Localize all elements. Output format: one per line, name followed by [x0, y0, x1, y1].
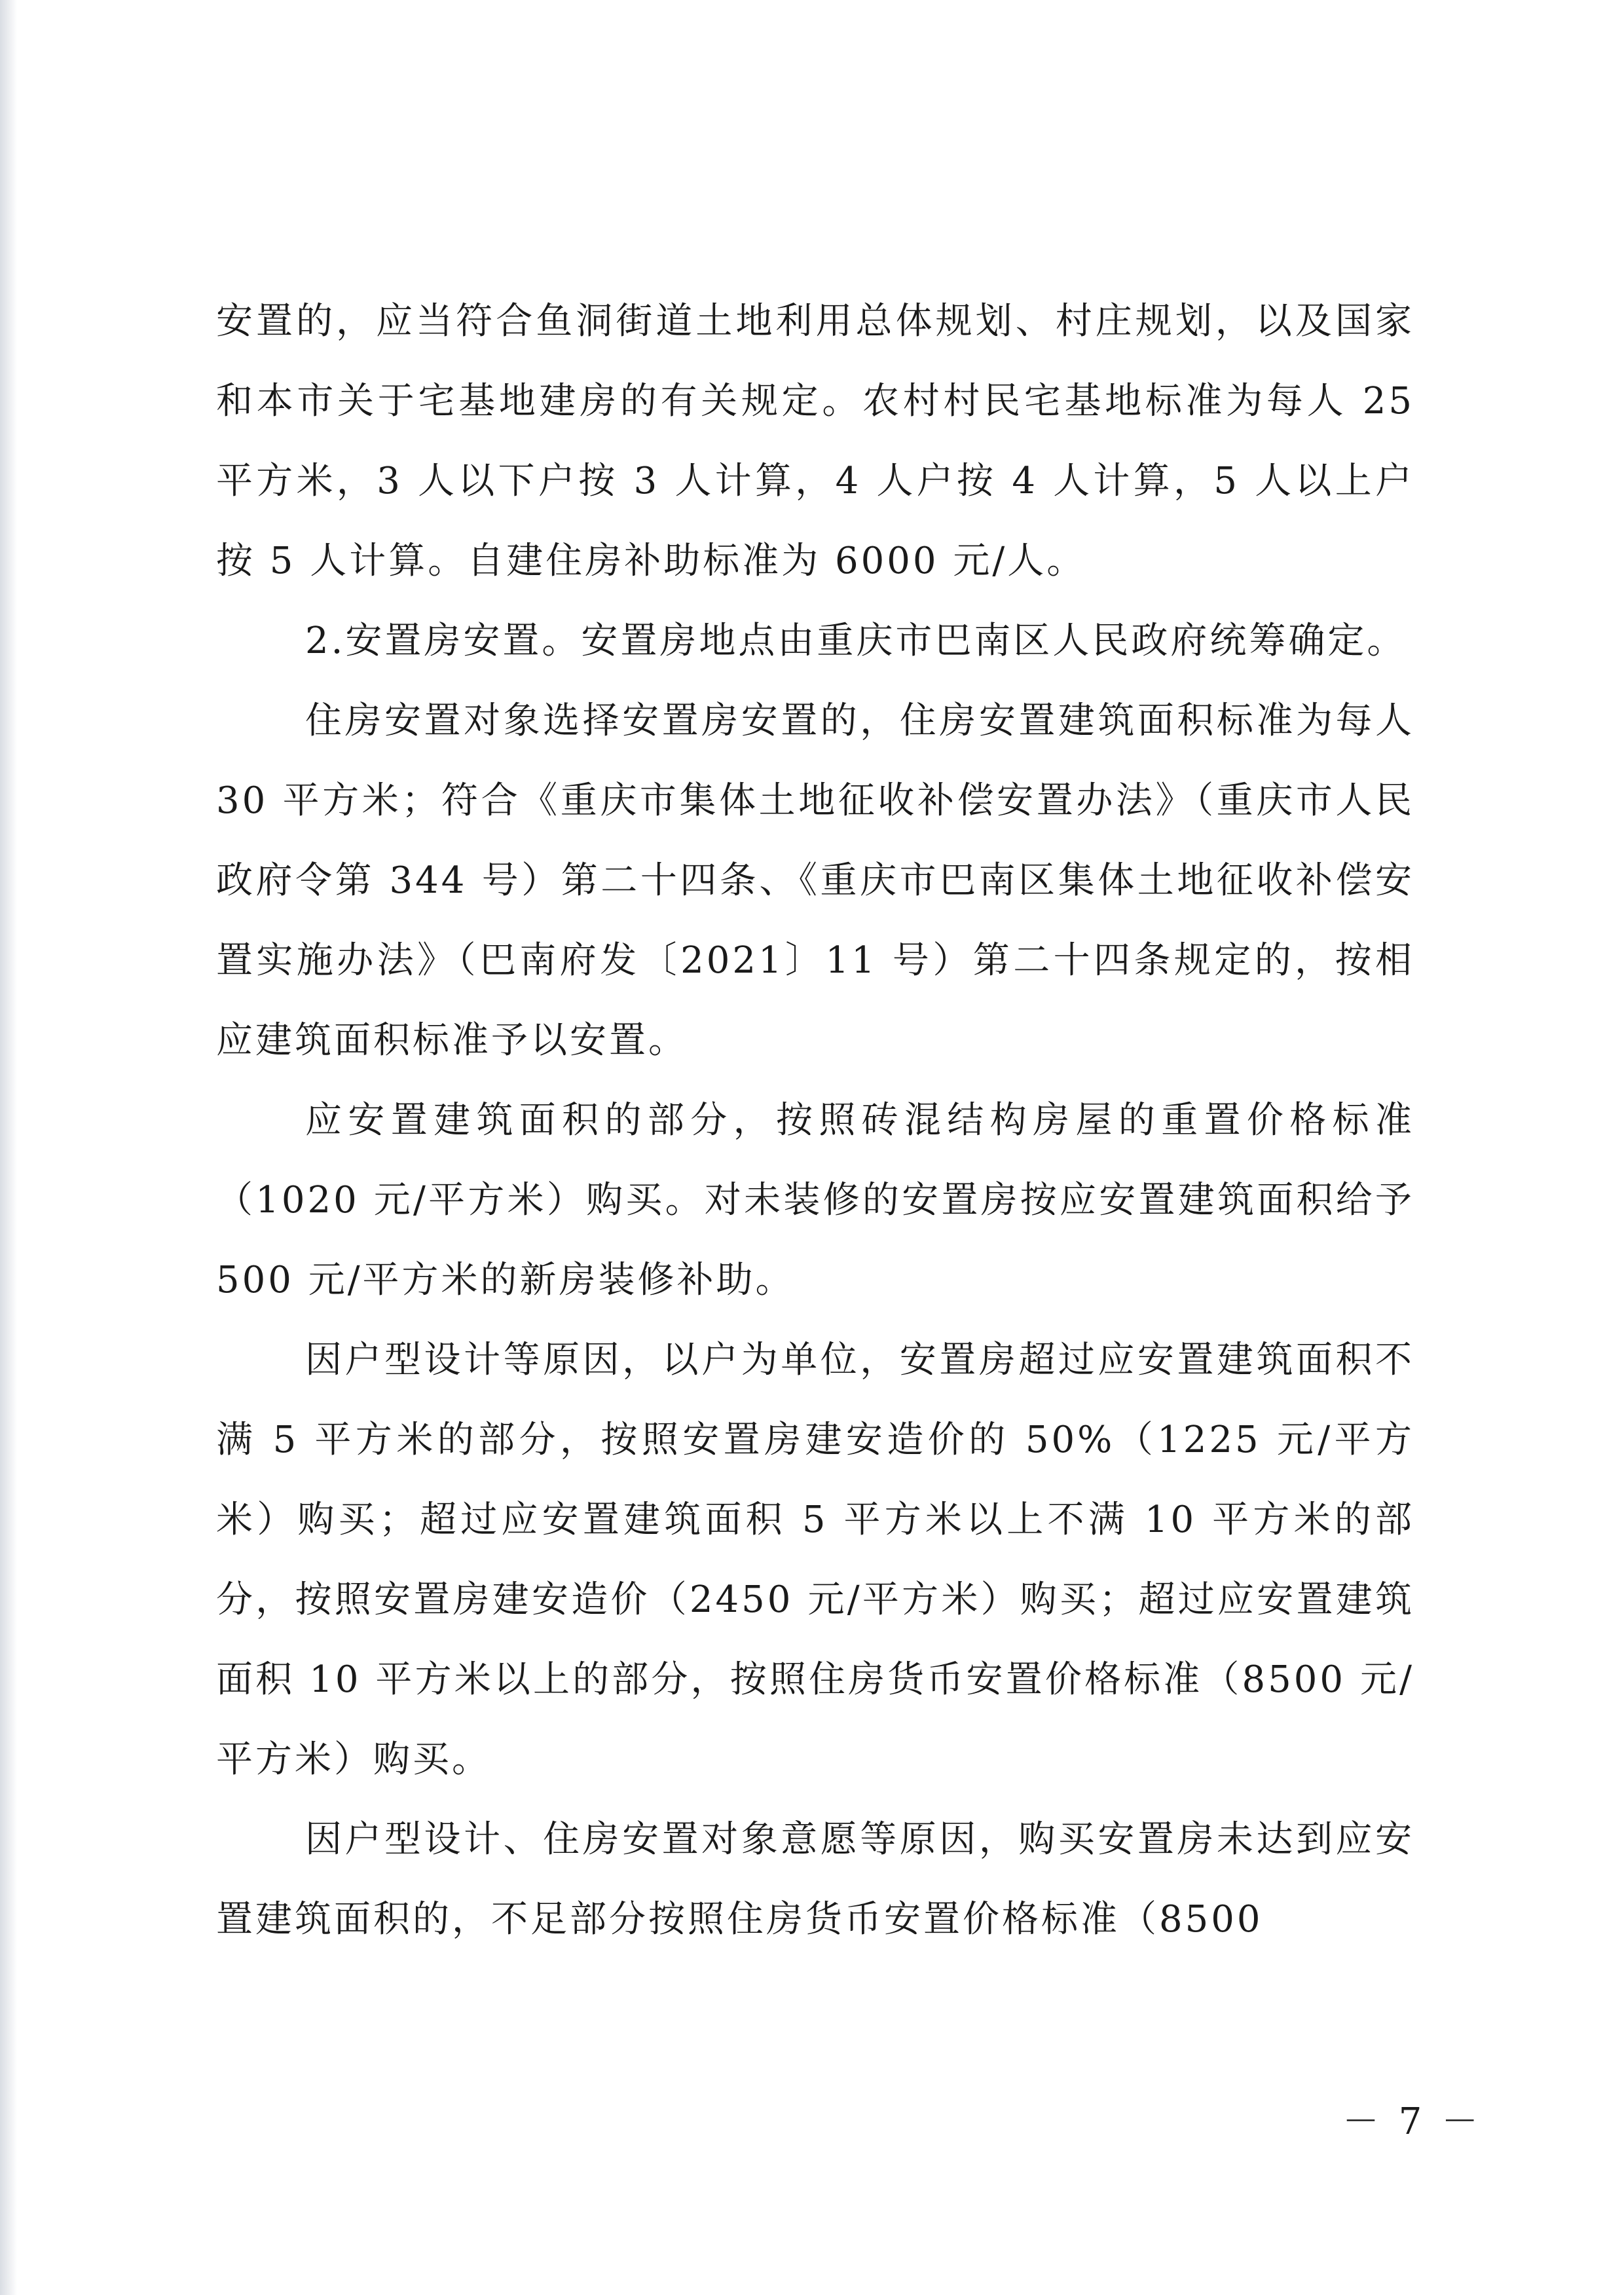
- paragraph-purchase-price: 应安置建筑面积的部分，按照砖混结构房屋的重置价格标准（1020 元/平方米）购买。对未装修的安置房按应安置建筑面积给予 500 元/平方米的新房装修补助。: [216, 1099, 1414, 1301]
- document-body: [216, 282, 1414, 1960]
- paragraph-excess-area: 因户型设计等原因，以户为单位，安置房超过应安置建筑面积不满 5 平方米的部分，按照安置房建安造价的 50%（1225 元/平方米）购买；超过应安置建筑面积 5 平方米以上不满 10 平方米的部分，按照安置房建安造价（2450 元/平方米）购买；超过应安置建筑面积 10 平方米以上的部分，按照住房货币安置价格标准（8500 元/平方米）购买。: [216, 1339, 1414, 1781]
- paragraph-resettlement-housing: 2.安置房安置。安置房地点由重庆市巴南区人民政府统筹确定。: [305, 620, 1407, 662]
- scan-edge-shadow: [0, 0, 17, 2295]
- paragraph-shortfall-area: 因户型设计、住房安置对象意愿等原因，购买安置房未达到应安置建筑面积的，不足部分按照住房货币安置价格标准（8500: [216, 1818, 1414, 1941]
- paragraph-area-standard: 住房安置对象选择安置房安置的，住房安置建筑面积标准为每人 30 平方米；符合《重庆市集体土地征收补偿安置办法》（重庆市人民政府令第 344 号）第二十四条、《重庆市巴南区集体土地征收补偿安置实施办法》（巴南府发〔2021〕11 号）第二十四条规定的，按相应建筑面积标准予以安置。: [216, 700, 1414, 1062]
- paragraph-homestead-standard: 安置的，应当符合鱼洞街道土地利用总体规划、村庄规划，以及国家和本市关于宅基地建房的有关规定。农村村民宅基地标准为每人 25 平方米，3 人以下户按 3 人计算，4 人户按 4 人计算，5 人以上户按 5 人计算。自建住房补助标准为 6000 元/人。: [216, 300, 1414, 582]
- page-number: － 7 －: [1342, 2100, 1483, 2143]
